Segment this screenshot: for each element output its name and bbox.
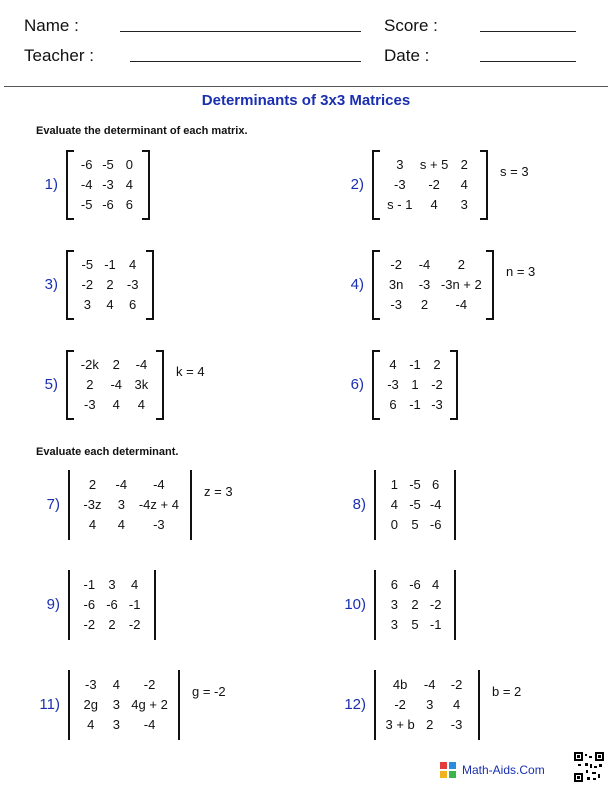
matrix-entry: 2	[106, 277, 114, 292]
matrix-entry: -6	[80, 157, 93, 172]
right-bar	[478, 670, 480, 740]
determinant	[374, 570, 456, 640]
matrix-entry: -3	[126, 277, 139, 292]
matrix-entry: 4g + 2	[131, 697, 168, 712]
variable-value: k = 4	[176, 364, 205, 379]
site-name[interactable]: Math-Aids.Com	[462, 763, 545, 777]
matrix-entry: 3	[108, 577, 116, 592]
matrix-entry: -2	[428, 177, 440, 192]
matrix-entry: -2	[83, 617, 96, 632]
matrix-entry: 3	[426, 697, 434, 712]
matrix-entry: 4	[389, 357, 397, 372]
problem-number: 5)	[44, 376, 58, 393]
matrix-entry: 4	[432, 577, 440, 592]
matrix-entry: 4	[117, 517, 125, 532]
matrix-entry: 6	[389, 397, 397, 412]
header-divider	[4, 86, 608, 87]
matrix-entry: -1	[83, 577, 96, 592]
matrix-entry: -2	[431, 377, 443, 392]
problem-number: 4)	[350, 276, 364, 293]
matrix-entry: -6	[409, 577, 421, 592]
matrix-entry: -6	[429, 517, 442, 532]
variable-value: n = 3	[506, 264, 536, 279]
left-bracket	[66, 150, 74, 220]
problem-number: 7)	[46, 496, 60, 513]
left-bar	[374, 570, 376, 640]
matrix-entry: -1	[409, 397, 421, 412]
matrix-entry: -4z + 4	[138, 497, 179, 512]
left-bar	[68, 670, 70, 740]
name-field-line[interactable]	[120, 31, 361, 32]
matrix-entry: 2	[411, 597, 419, 612]
matrix-entry: 6	[432, 477, 440, 492]
matrix-entry: 3	[83, 297, 91, 312]
matrix-entry: 2	[420, 297, 429, 312]
matrix-entry: -3	[102, 177, 114, 192]
matrix-entry: -1	[409, 357, 421, 372]
matrix-entry: 4b	[392, 677, 408, 692]
matrix-entry: 2	[86, 377, 94, 392]
matrix-entry: 3 + b	[385, 717, 415, 732]
matrix-entry: 4	[88, 517, 97, 532]
matrix-entry: -6	[102, 197, 114, 212]
matrix-entry: 5	[411, 617, 419, 632]
right-bracket	[142, 150, 150, 220]
left-bar	[68, 570, 70, 640]
matrix-entry: -4	[423, 677, 436, 692]
section1-instruction: Evaluate the determinant of each matrix.	[36, 125, 248, 137]
name-label: Name :	[24, 16, 79, 35]
matrix	[66, 350, 164, 420]
left-bracket	[372, 350, 380, 420]
matrix-entry: -2	[81, 277, 94, 292]
right-bar	[454, 570, 456, 640]
matrix-entry: -4	[115, 477, 128, 492]
matrix-entry: -4	[153, 477, 165, 492]
right-bracket	[486, 250, 494, 320]
matrix-entry: 3	[112, 717, 120, 732]
matrix-entry: -1	[104, 257, 116, 272]
problem-number: 12)	[344, 696, 366, 713]
matrix-entry: 6	[390, 577, 398, 592]
matrix-entry: 2	[112, 357, 120, 372]
matrix-entry: -4	[110, 377, 123, 392]
worksheet-title: Determinants of 3x3 Matrices	[201, 92, 411, 109]
matrix-entry: -3	[387, 377, 399, 392]
matrix-entry: -4	[455, 297, 468, 312]
right-bracket	[450, 350, 458, 420]
date-field-line[interactable]	[480, 61, 576, 62]
matrix-entry: -4	[418, 257, 431, 272]
matrix-entry: -3	[153, 517, 165, 532]
matrix-entry: -5	[80, 197, 93, 212]
matrix-entry: 2g	[83, 697, 98, 712]
variable-value: z = 3	[204, 484, 233, 499]
matrix-entry: 2	[457, 257, 465, 272]
matrix-entry: -2	[143, 677, 156, 692]
matrix-entry: -5	[102, 157, 114, 172]
matrix-entry: 3	[390, 617, 398, 632]
matrix-entry: 3	[390, 597, 398, 612]
matrix-entry: 3n	[388, 277, 404, 292]
problem-number: 8)	[352, 496, 366, 513]
matrix-entry: -4	[80, 177, 93, 192]
right-bracket	[480, 150, 488, 220]
matrix-entry: 1	[411, 377, 419, 392]
matrix-entry: -3z	[83, 497, 102, 512]
matrix-entry: 3	[396, 157, 404, 172]
matrix-entry: 6	[125, 197, 133, 212]
determinant	[68, 570, 156, 640]
left-bar	[68, 470, 70, 540]
matrix-entry: -2	[128, 617, 141, 632]
matrix-entry: -3n + 2	[440, 277, 482, 292]
matrix	[372, 350, 458, 420]
right-bar	[190, 470, 192, 540]
matrix-entry: -4	[135, 357, 148, 372]
matrix	[66, 250, 154, 320]
matrix-entry: -1	[429, 617, 442, 632]
matrix-entry: -3	[390, 297, 402, 312]
matrix-entry: 4	[390, 497, 398, 512]
matrix-entry: 4	[112, 397, 120, 412]
right-bar	[454, 470, 456, 540]
problem-number: 10)	[344, 596, 366, 613]
matrix-entry: -4	[143, 717, 156, 732]
matrix	[372, 250, 494, 320]
right-bar	[178, 670, 180, 740]
matrix-entry: 3	[112, 697, 120, 712]
teacher-field-line[interactable]	[130, 61, 361, 62]
matrix-entry: 4	[87, 717, 95, 732]
matrix-entry: -3	[84, 397, 96, 412]
variable-value: b = 2	[492, 684, 522, 699]
matrix-entry: -5	[81, 257, 94, 272]
matrix-entry: 0	[390, 517, 398, 532]
matrix-entry: -3	[84, 677, 97, 692]
matrix-entry: 3k	[134, 377, 149, 392]
matrix-entry: -5	[409, 477, 421, 492]
matrix-entry: -2	[394, 697, 406, 712]
problem-number: 11)	[39, 696, 60, 713]
right-bar	[154, 570, 156, 640]
determinant	[374, 670, 480, 740]
matrix-entry: 2	[460, 157, 468, 172]
matrix	[372, 150, 488, 220]
matrix-entry: 2	[108, 617, 116, 632]
matrix-entry: 4	[112, 677, 120, 692]
matrix-entry: -1	[128, 597, 141, 612]
matrix-entry: -3	[450, 717, 463, 732]
left-bracket	[372, 250, 380, 320]
matrix-entry: 6	[129, 297, 137, 312]
teacher-label: Teacher :	[24, 46, 94, 65]
matrix-entry: 4	[460, 177, 468, 192]
determinant	[68, 670, 180, 740]
matrix-entry: 4	[106, 297, 114, 312]
matrix-entry: -2	[429, 597, 442, 612]
variable-value: s = 3	[500, 164, 529, 179]
matrix-entry: -4	[429, 497, 442, 512]
determinant	[374, 470, 456, 540]
right-bracket	[156, 350, 164, 420]
matrix-entry: 4	[129, 257, 137, 272]
matrix-entry: -6	[106, 597, 118, 612]
matrix-entry: 4	[131, 577, 139, 592]
matrix-entry: 0	[125, 157, 133, 172]
problem-number: 2)	[350, 176, 364, 193]
score-field-line[interactable]	[480, 31, 576, 32]
matrix-entry: -3	[418, 277, 431, 292]
calculator-logo-icon	[440, 762, 456, 778]
matrix	[66, 150, 150, 220]
matrix-entry: 2	[426, 717, 434, 732]
matrix-entry: -2	[390, 257, 402, 272]
date-label: Date :	[384, 46, 430, 65]
problem-number: 6)	[350, 376, 364, 393]
matrix-entry: -2	[450, 677, 463, 692]
problem-number: 1)	[44, 176, 58, 193]
section2-instruction: Evaluate each determinant.	[36, 446, 179, 458]
left-bar	[374, 670, 376, 740]
matrix-entry: -6	[83, 597, 96, 612]
qr-code-icon	[574, 752, 604, 782]
score-label: Score :	[384, 16, 438, 35]
matrix-entry: 4	[137, 397, 146, 412]
matrix-entry: 4	[430, 197, 438, 212]
left-bar	[374, 470, 376, 540]
matrix-entry: s - 1	[387, 197, 413, 212]
left-bracket	[66, 350, 74, 420]
right-bracket	[146, 250, 154, 320]
matrix-entry: 3	[460, 197, 468, 212]
left-bracket	[66, 250, 74, 320]
problem-number: 3)	[44, 276, 58, 293]
matrix-entry: 2	[433, 357, 441, 372]
matrix-entry: s + 5	[419, 157, 449, 172]
matrix-entry: 5	[411, 517, 419, 532]
matrix-entry: 4	[125, 177, 133, 192]
matrix-entry: 2	[88, 477, 97, 492]
matrix-entry: -3	[394, 177, 406, 192]
matrix-entry: 3	[117, 497, 125, 512]
matrix-entry: 1	[390, 477, 398, 492]
problem-number: 9)	[46, 596, 60, 613]
matrix-entry: -2k	[80, 357, 99, 372]
left-bracket	[372, 150, 380, 220]
determinant	[68, 470, 192, 540]
variable-value: g = -2	[192, 684, 226, 699]
matrix-entry: 4	[452, 697, 461, 712]
matrix-entry: -5	[409, 497, 421, 512]
matrix-entry: -3	[431, 397, 443, 412]
